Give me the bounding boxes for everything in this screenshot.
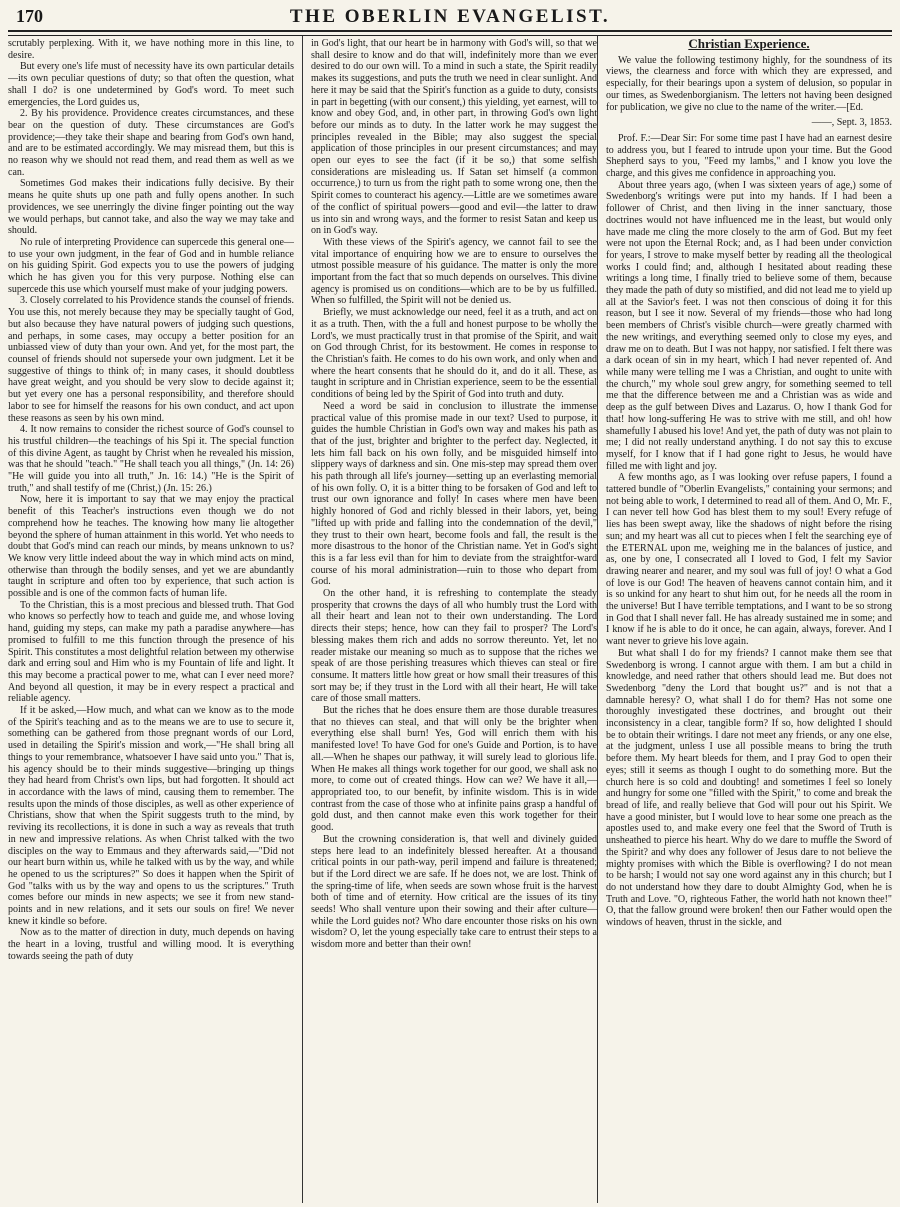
- paragraph: If it be asked,—How much, and what can we know as to the mode of the Spirit's teaching and as to the means we are to use to secure it, something can be gathered from those pregnant words of our Lord, used in detailing the Spirit's mission and work,—"He shall bring all things to your remembrance, whatsoever I have said unto you." That is, his agency should be to their minds suggestive—bringing up things they had heard from Christ's own lips, but had forgotten. It should act in accordance with the laws of mind, causing them to remember. The results upon the minds of those disciples, as well as other experience of Christians, show that when the Spirit suggests truth to the mind, by reviving its recollections, it is done in such a way as reveals that truth in new and impressive relations. As when Christ talked with the two disciples on the way to Emmaus and they afterwards said,—"Did not our heart burn within us, while he talked with us by the way, and while he opened to us the scriptures?" So does it happen when the Spirit of God "talks with us by the way and opens to us the scriptures." Truth comes before our minds in new aspects; we see it from new stand-points and in new relations, and it sets our souls on fire! We never knew it kindle so before.: [8, 705, 294, 927]
- column-1: [8, 38, 294, 1203]
- paragraph: About three years ago, (when I was sixteen years of age,) some of Swedenborg's writings were put into my hands. If I had been a follower of Christ, and then living in the inner sanctuary, those doctrines would not have influenced me in the least, but would only have made me cling the more closely to the arm of God. But my feet were not upon the Eternal Rock; and, as I had been under conviction for years, I strove to make myself better by reading all the theological works I could find; and, although I hesitated about reading these writings a long time, I finally tried to believe some of them, because they made the path of duty so mistified, and did not lead me to yield up all at the Savior's feet. I was not then conscious of doing it for this reason, but I see it now. Several of my friends—those who had long been members of Christ's visible church—were greatly charmed with the new writings, and everything seemed only to close my eyes, and draw me on to death. But I was not happy, nor satisfied. I felt there was a dark ocean of sin in my heart, which I had never repented of. And while many were telling me I was a Christian, and ought to unite with the church," my whole soul grew angry, for something seemed to tell me that the difference between me and a Christian was as wide and deep as the gulf between Dives and Lazarus. O, how I thank God for that! how long-suffering He was to strive with me still, and oh! how shamefully I abused his love! And yet, the path of duty was not plain to me; I did not really understand anything. I do not say this to excuse myself, for I know that if I had gone right to Jesus, he would have filled me with light and joy.: [606, 179, 892, 472]
- column-3: [606, 38, 892, 1203]
- paragraph: But every one's life must of necessity have its own particular details—its own peculiar questions of duty; so that often the question, what shall I do? is one undetermined by God's word. To meet such emergencies, the Lord guides us,: [8, 61, 294, 108]
- masthead-title: THE OBERLIN EVANGELIST.: [289, 6, 611, 27]
- paragraph: Prof. F.:—Dear Sir: For some time past I have had an earnest desire to address you, but I feared to intrude upon your time. But the Good Shepherd says to you, "Feed my lambs," and I know you love the charge, and this gives me confidence in approaching you.: [606, 132, 892, 180]
- paragraph: Now, here it is important to say that we may enjoy the practical benefit of this Teacher's instructions even though we do not comprehend how he teaches. The knowing how many lie altogether beyond the sphere of human attainment in this world. Yet who needs to doubt that God's mind can reach our minds, by means unknown to us? We know very little indeed about the way in which mind acts on mind, otherwise than through the bodily senses, and yet we are abundantly taught in scripture and often too by experience, that such action is possible and is one of the common facts of human life.: [8, 494, 294, 600]
- paragraph: Now as to the matter of direction in duty, much depends on having the heart in a loving, trustful and willing mood. It is everything towards seeing the path of duty: [8, 927, 294, 962]
- paragraph: Need a word be said in conclusion to illustrate the immense practical value of this promise made in our text? Used to purpose, it guides the humble Christian in God's own way and makes his path as that of the just, brighter and brighter to the perfect day. Neglected, it lets him fall back on his own folly, and be misguided himself into slippery ways of darkness and sin. One mis-step may spread them over his path through all life's journey—setting up an everlasting memorial of his own folly. O, it is a bitter thing to be forsaken of God and left to trust our own ignorance and folly! In cases where men have been highly honored of God and richly blessed in their labors, yet, being "lifted up with pride and falling into the condemnation of the devil," they trust to their own heart, become fools and fall, the result is the more disastrous to the honor of the Christian name. Yet in God's sight this is a far less evil than for him to deviate from the straightfor-ward course of his moral administration—ruin to those who depart from God.: [311, 400, 597, 588]
- paragraph: 2. By his providence. Providence creates circumstances, and these bear on the question of duty. These circumstances are God's providence;—they take their shape and bearing from God's own hand, and are to be estimated accordingly. We may misread them, but this is no reason why we should not read them, and read them as well as we can.: [8, 108, 294, 178]
- paragraph: scrutably perplexing. With it, we have nothing more in this line, to desire.: [8, 38, 294, 61]
- paragraph: But the riches that he does ensure them are those durable treasures that no thieves can steal, and that will only be the brighter when everything else shall burn! Yes, God will enrich them with his manifested love! To have God for one's Guide and Portion, is to have all.—When he shapes our pathway, it will surely lead to glorious life. When He makes all things work together for our good, we shall ask no more, to come out of created things. How can we? We have it all,—appropriated too, to our benefit, by infinite wisdom. This is in wide contrast from the case of those who at infinite pains grasp a handful of gold dust, and then cannot make even this work together for their good.: [311, 705, 597, 834]
- column-2: [311, 38, 597, 1203]
- article-intro: We value the following testimony highly, for the soundness of its views, the clearness and force with which they are expressed, and especially, for their bearings upon a system of delusion, so popular in our times, as Swedenborgianism. The letters not having been designed for publication, we give no clue to the name of the writer.—[Ed.: [606, 54, 892, 113]
- page-header: [8, 6, 892, 28]
- paragraph: With these views of the Spirit's agency, we cannot fail to see the vital importance of enquiring how we are to ensure to ourselves the utmost possible measure of his guidance. The matter is only the more important from the fact that so much depends on ourselves. This divine agency is promised us on conditions—which are to be by us fulfilled. When so fulfilled, the Spirit will not be denied us.: [311, 236, 597, 307]
- paragraph: Briefly, we must acknowledge our need, feel it as a truth, and act on it as a truth. Then, with the a full and honest purpose to be wholly the Lord's, we must practically trust in that promise of the Spirit, and wait on God through Christ, for its bestowment. He comes in response to the Christian's faith. He comes to do his own work, and only when and where the heart consents that he should do it, and do it all. These, as taught in scripture and in Christian experience, seem to be the essential conditions of being led by the Spirit of God into truth and duty.: [311, 307, 597, 401]
- letter-dateline: ——, Sept. 3, 1853.: [811, 117, 892, 129]
- paragraph: Sometimes God makes their indications fully decisive. By their means he quite shuts up one path and fully opens another. In such providences, we see unerringly the divine finger pointing out the way we would perhaps, but cannot take, and also the way we may take and should.: [8, 178, 294, 237]
- paragraph: 3. Closely correlated to his Providence stands the counsel of friends. You use this, not merely because they may be specially taught of God, but also because they have natural powers of judging such questions, and perhaps, in some cases, may occupy a better position for an unbiassed view of duty than your own. And yet, for the most part, the counsel of friends should not supersede your own judgment. Let it be suggestive of things to think of; in many cases, it should doubtless have great weight, and you should be very slow to decide against it; but yet every one has a personal responsibility, and therefore should labor to see for himself the reasons for his own conduct, and act upon these reasons as seen by his own mind.: [8, 295, 294, 424]
- paragraph: 4. It now remains to consider the richest source of God's counsel to his trustful children—the teachings of his Spi it. The special function of this divine Agent, as taught by Christ when he revealed his mission, was that he should "teach." "He shall teach you all things," (Jn. 14: 26) "He will guide you into all truth," Jn. 16: 14.) "He is the Spirit of truth," and shall testify of me (Christ,) (Jn. 15: 26.): [8, 424, 294, 494]
- page-number: 170: [16, 6, 43, 26]
- paragraph: A few months ago, as I was looking over refuse papers, I found a tattered bundle of "Oberlin Evangelists," containing your sermons; and not being able to work, I determined to read all of them. And O, Mr. F., I can never tell how God has blest them to my soul! Every refuge of lies has been swept away, like the shadows of night before the rising sun; and my heart was all cut to pieces when I felt the searching eye of the ETERNAL upon me, weighing me in the balances of justice, and as, one by one, I consecrated all I loved to God, I felt my Savior drawing nearer and nearer, and my soul was full of joy! O what a God of love is our God! The heaven of heavens cannot contain him, and it is so unkind for any heart to shut him out, for he needs all the room in the universe! But I have terrible temptations, and I want to be so strong in God that I shall never fall. He has already sustained me in some; and I know if he is able to do it once, he can again, always, forever. And I want never to grieve his love again.: [606, 472, 892, 648]
- paragraph: On the other hand, it is refreshing to contemplate the steady prosperity that crowns the days of all who humbly trust the Lord with all their heart and lean not to their own understanding. The Lord directs their steps; hence, how can they fail to prosper? The Lord's blessing makes them rich and adds no sorrow thereunto. Yet, let no reader mistake our meaning so much as to suppose that the riches we speak of are those perishing treasures which thieves can steal or fire consume. It matters little how great or how small their treasures of this sort may be; if they trust in the Lord with all their heart, He will take care of those small matters.: [311, 588, 597, 705]
- paragraph: No rule of interpreting Providence can supercede this general one—to use your own judgment, in the fear of God and in humble reliance on his guiding Spirit. God expects you to use the powers of judging which he has given you for this very purpose. Nothing else can supercede this use which yourself must make of your judging powers.: [8, 236, 294, 295]
- paragraph: But the crowning consideration is, that well and divinely guided steps here lead to an indefinitely blessed hereafter. At a thousand critical points in our path-way, peril impend and failure is threatened; but if the Lord direct we are safe. If he does not, we are lost. Think of the spring-time of life, when seeds are sown whose fruit is the harvest both of time and of eternity. How critical are the issues of its tiny seeds! Who shall venture upon their sowing and their after culture—while the Lord guides not? Who dare encounter those risks on his own wisdom? O, let the young especially take care to entrust their steps to a wisdom more and better than their own!: [311, 833, 597, 951]
- paragraph: But what shall I do for my friends? I cannot make them see that Swedenborg is wrong. I cannot argue with them. I am but a child in knowledge, and need rather that others should lead me. But does not Swedenborg "deny the Lord that bought us?" and is not that a damnable heresy? O, what shall I do for them? Has not some one thoroughly investigated these doctrines, and brought out their inconsistency in a clear, tangible form? If so, how delighted I should be to obtain their writings. I dare not meet any friends, or any one else, at the judgment, unless I use all possible means to bring the truth before them. My heart bleeds for them, and I pray God to open their eyes; still it seems as though I ought to do something more. But the church here is so cold and doubting! and sometimes I feel so lonely and hungry for some one "filled with the Spirit," to come and break the bread of life, and really believe that God will pour out his Spirit. We have a good minister, but I would love to hear some one preach as the apostles used to, and make every one feel that the Sword of Truth is unsheathed to pierce his heart. Why do we dare to muffle the Sword of the Spirit? and why does any follower of Jesus dare to not believe the mighty promises with which the Bible is overflowing? I do not mean to be harsh; I would not say one word against any in this church; but I do not understand how they dare to doubt Almighty God, when he is Truth and Love. "O, righteous Father, the world hath not known thee!" O, that the fallow ground were broken! then our Father would open the windows of heaven, thrust in the sickle, and: [606, 647, 892, 929]
- column-divider-1: [302, 36, 303, 1203]
- column-divider-2: [597, 36, 598, 1203]
- paragraph: in God's light, that our heart be in harmony with God's will, so that we shall desire to know and do that will, indefinitely more than we ever desired to do our own will. To a mind in such a state, the Spirit readily makes its suggestions, and puts the truth we need in clear sunlight. And here it may be said that the Spirit's function as a guide to duty, consists in part in begetting (with our consent,) this yielding, yet earnest, will to know and obey God, and, in other part, in throwing God's own light before our minds as to duty. In the latter work he may suggest the principles revealed in the Bible; may also suggest the special application of those principles in our present circumstances; and may open our eyes to see the fact (if it be so,) that some selfish considerations are misleading us. If Satan set himself (a common occurrence,) to turn us from the right path to some wrong one, then the Spirit comes to counteract his agency.—Little are we sometimes aware of the conflict of spiritual powers—good and evil—the latter to draw us into sin and wrong ways, and the former to resist Satan and keep us on in God's way.: [311, 38, 597, 237]
- header-rule: [8, 30, 892, 36]
- article-heading: Christian Experience.: [688, 38, 810, 51]
- paragraph: To the Christian, this is a most precious and blessed truth. That God who knows so perfectly how to teach and guide me, and whose loving hand, guiding my steps, can make my path a paradise anywhere—has promised to fulfill to me this function through the presence of his Spirit. This constitutes a most delightful relation between my otherwise dark and erring soul and Him who is my Fountain of life and light. It this may become a practical power to me, what can I ever need more? And beyond all question, it may be in every respect a practical and reliable agency.: [8, 599, 294, 705]
